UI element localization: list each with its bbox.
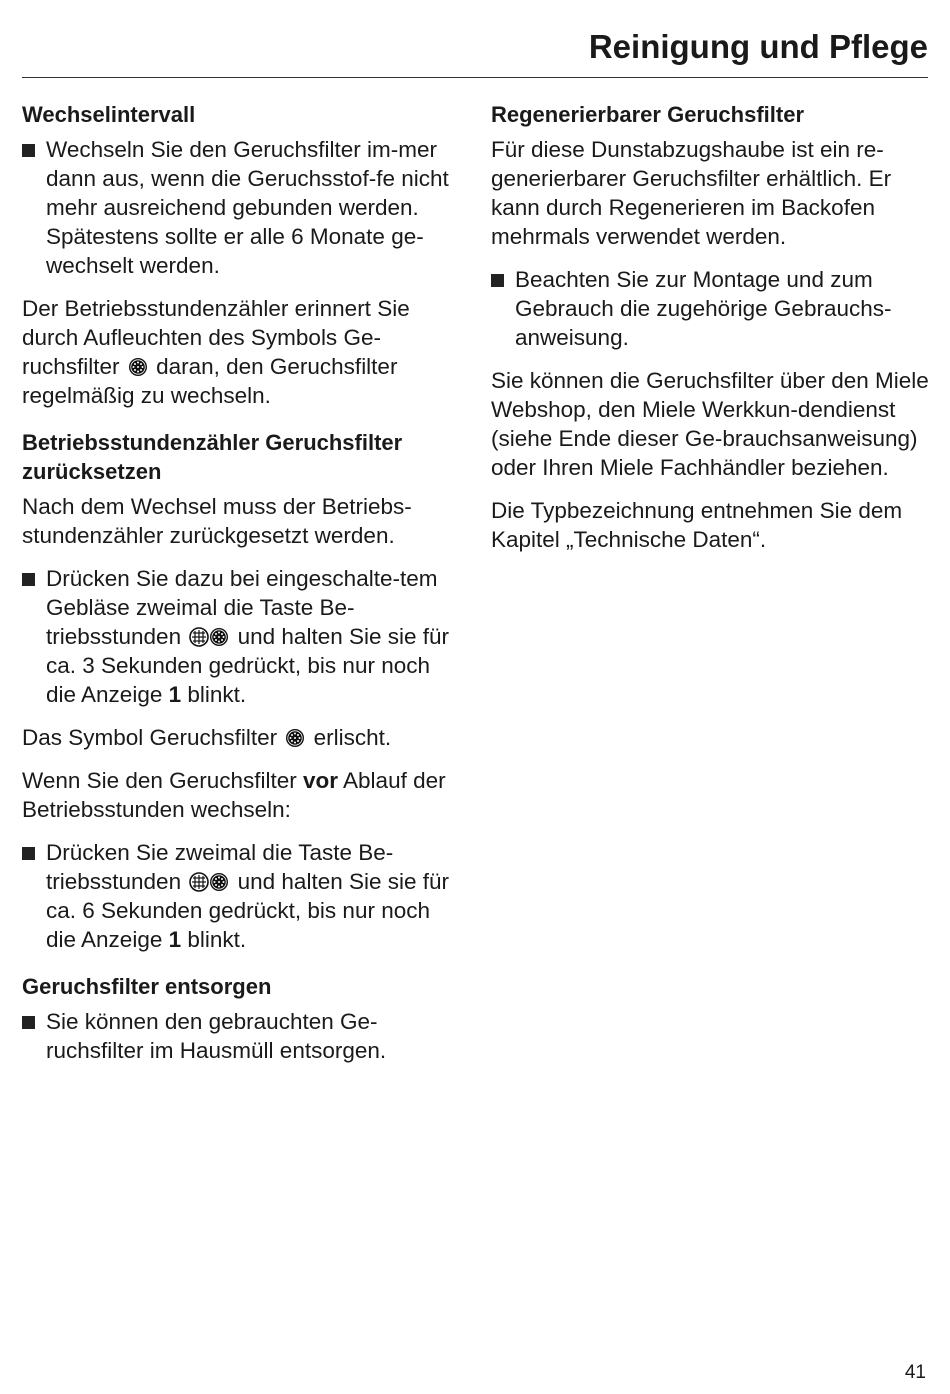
operating-hours-button-icon [189, 627, 209, 647]
page-number: 41 [904, 1362, 926, 1383]
bullet-text: Drücken Sie dazu bei eingeschalte-tem Gebläse zweimal die Taste Be-triebsstunden [46, 566, 438, 649]
bullet-text: Wechseln Sie den Geruchsfilter im-mer dann aus, wenn die Geruchsstof-fe nicht mehr ausreichend gebunden werden. [46, 137, 449, 220]
paragraph-text: Der Betriebsstundenzähler erinnert Sie durch Aufleuchten des Symbols Ge-ruchsfilter [22, 296, 410, 379]
operating-hours-button-icon [189, 872, 209, 892]
paragraph-text: Wenn Sie den Geruchsfilter [22, 768, 297, 793]
paragraph-text: Das Symbol Geruchsfilter [22, 725, 278, 750]
emphasis-text: vor [303, 768, 339, 793]
paragraph-type-designation: Die Typbezeichnung entnehmen Sie dem Kapitel „Technische Daten“. [491, 498, 903, 552]
section-heading-change-interval: Wechselintervall [22, 102, 196, 127]
section-heading-regenerable-filter: Regenerierbarer Geruchsfilter [491, 102, 805, 127]
section-heading-disposal: Geruchsfilter entsorgen [22, 974, 272, 999]
paragraph-text: daran, den Geruchsfilter regelmäßig zu wechseln. [22, 354, 398, 408]
bullet-text: blinkt. [187, 927, 247, 952]
paragraph-where-to-buy: Sie können die Geruchsfilter über den Miele Webshop, den Miele Werkkun-dendienst (siehe Ende dieser Ge-brauchsanweisung) oder Ihren Miele Fachhändler beziehen. [491, 368, 929, 480]
bullet-change-filter [22, 135, 462, 280]
bullet-text: und halten Sie sie für ca. 6 Sekunden gedrückt, bis nur noch die Anzeige [46, 869, 450, 952]
odour-filter-icon [128, 357, 148, 377]
bullet-text: und halten Sie sie für ca. 3 Sekunden gedrückt, bis nur noch die Anzeige [46, 624, 450, 707]
bullet-text-latest: Spätestens sollte er alle 6 Monate ge-wechselt werden. [46, 224, 424, 278]
page-title: Reinigung und Pflege [588, 28, 928, 65]
paragraph-text: erlischt. [313, 725, 392, 750]
section-heading-reset-counter: Betriebsstundenzähler Geruchsfilter zurücksetzen [22, 430, 403, 484]
paragraph-symbol-off [22, 723, 462, 752]
paragraph-early-change [22, 766, 462, 824]
odour-filter-icon [209, 627, 229, 647]
odour-filter-icon [209, 872, 229, 892]
left-column [22, 100, 462, 1079]
right-column [491, 100, 931, 568]
paragraph-hour-counter [22, 294, 462, 410]
display-digit: 1 [168, 927, 182, 952]
odour-filter-icon [285, 728, 305, 748]
paragraph-after-change: Nach dem Wechsel muss der Betriebs-stundenzähler zurückgesetzt werden. [22, 494, 412, 548]
bullet-installation: Beachten Sie zur Montage und zum Gebrauch die zugehörige Gebrauchs-anweisung. [491, 265, 931, 352]
bullet-disposal: Sie können den gebrauchten Ge-ruchsfilter im Hausmüll entsorgen. [22, 1007, 462, 1065]
bullet-press-button-6s [22, 838, 462, 954]
bullet-text: Drücken Sie zweimal die Taste Be-triebsstunden [46, 840, 394, 894]
bullet-press-button-3s [22, 564, 462, 709]
paragraph-text: Ablauf der Betriebsstunden wechseln: [22, 768, 446, 822]
bullet-text: blinkt. [187, 682, 247, 707]
header-divider [22, 77, 928, 78]
display-digit: 1 [168, 682, 182, 707]
paragraph-regenerable: Für diese Dunstabzugshaube ist ein re-generierbarer Geruchsfilter erhältlich. Er kann durch Regenerieren im Backofen mehrmals verwendet werden. [491, 137, 892, 249]
